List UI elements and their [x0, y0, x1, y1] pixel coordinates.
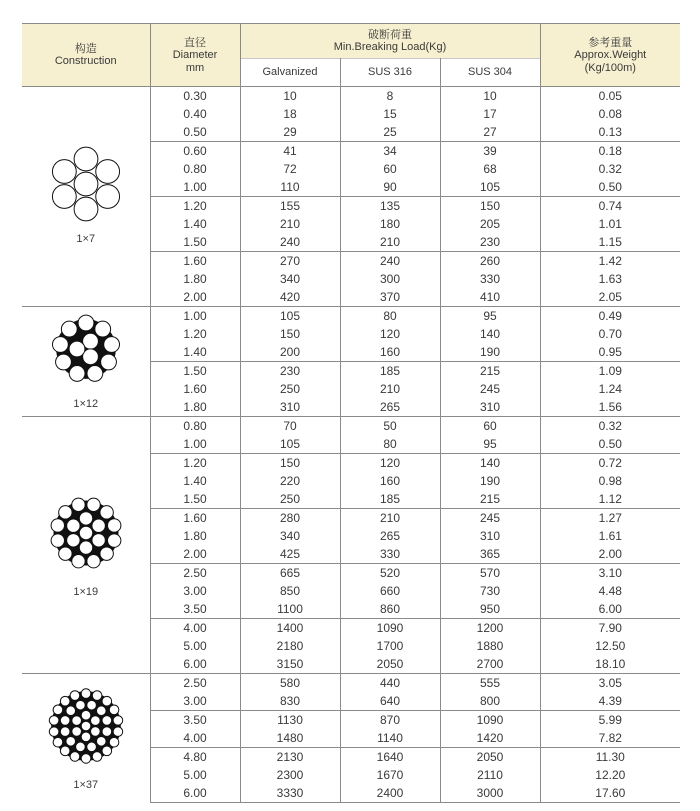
breaking-load-header-zh: 破断荷重 — [368, 28, 413, 41]
diameter-cell: 5.00 — [150, 637, 240, 655]
weight-cell: 1.27 — [540, 509, 680, 528]
sus316-load-cell: 210 — [340, 509, 440, 528]
galvanized-load-cell: 2130 — [240, 748, 340, 767]
diameter-cell: 1.50 — [150, 362, 240, 381]
galvanized-load-cell: 1400 — [240, 619, 340, 638]
rope-1x37-icon — [22, 683, 150, 774]
galvanized-load-cell: 1100 — [240, 600, 340, 619]
sus304-load-cell: 310 — [440, 527, 540, 545]
weight-cell: 3.10 — [540, 564, 680, 583]
galvanized-load-cell: 2180 — [240, 637, 340, 655]
construction-cell — [22, 87, 150, 307]
weight-cell: 0.32 — [540, 417, 680, 436]
construction-label: 1×12 — [73, 398, 99, 410]
galvanized-load-cell: 10 — [240, 87, 340, 106]
galvanized-load-cell: 70 — [240, 417, 340, 436]
weight-cell: 4.39 — [598, 694, 622, 708]
galvanized-load-cell: 310 — [240, 398, 340, 417]
sus316-load-cell: 80 — [340, 435, 440, 454]
sus304-load-cell: 555 — [440, 674, 540, 693]
sus304-load-cell: 215 — [440, 490, 540, 509]
weight-cell: 12.20 — [595, 768, 626, 782]
weight-cell: 1.61 — [598, 529, 622, 543]
diameter-cell: 0.30 — [150, 87, 240, 106]
weight-cell: 18.10 — [595, 657, 626, 671]
construction-label: 1×37 — [73, 778, 99, 791]
weight-cell: 0.95 — [598, 345, 622, 359]
diameter-cell: 4.00 — [150, 729, 240, 748]
sus316-header: SUS 316 — [340, 59, 440, 87]
diameter-cell: 1.40 — [150, 343, 240, 362]
sus304-load-cell: 310 — [440, 398, 540, 417]
diameter-cell: 6.00 — [150, 784, 240, 803]
sus304-load-cell: 365 — [440, 545, 540, 564]
rope-1x7-icon — [22, 145, 150, 228]
construction-label: 1×7 — [76, 233, 96, 245]
galvanized-load-cell: 230 — [240, 362, 340, 381]
sus316-load-cell: 90 — [340, 178, 440, 197]
sus316-load-cell: 50 — [340, 417, 440, 436]
sus316-load-cell: 160 — [340, 343, 440, 362]
sus316-load-cell: 180 — [340, 215, 440, 233]
weight-cell: 1.01 — [598, 217, 622, 231]
weight-cell: 3.05 — [540, 674, 680, 693]
galvanized-load-cell: 200 — [240, 343, 340, 362]
weight-cell: 1.09 — [540, 362, 680, 381]
weight-cell: 0.08 — [598, 107, 622, 121]
sus304-load-cell: 17 — [440, 105, 540, 123]
construction-cell — [22, 674, 150, 803]
weight-cell: 11.30 — [540, 748, 680, 767]
sus316-load-cell: 160 — [340, 472, 440, 490]
sus304-load-cell: 205 — [440, 215, 540, 233]
weight-cell: 5.99 — [540, 711, 680, 730]
diameter-cell: 1.00 — [150, 307, 240, 326]
weight-cell: 1.56 — [598, 400, 622, 414]
sus304-load-cell: 190 — [440, 472, 540, 490]
weight-cell: 0.50 — [598, 437, 622, 451]
galvanized-load-cell: 280 — [240, 509, 340, 528]
galvanized-load-cell: 340 — [240, 527, 340, 545]
sus316-load-cell: 210 — [340, 380, 440, 398]
sus304-load-cell: 95 — [440, 435, 540, 454]
weight-cell: 2.00 — [598, 547, 622, 561]
sus316-load-cell: 1640 — [340, 748, 440, 767]
weight-cell: 1.24 — [598, 382, 622, 396]
table-row — [22, 417, 680, 436]
weight-cell: 6.00 — [598, 602, 622, 616]
wire-rope-spec-table — [22, 23, 680, 803]
weight-cell: 0.49 — [540, 307, 680, 326]
sus316-load-cell: 8 — [340, 87, 440, 106]
sus304-load-cell: 140 — [440, 325, 540, 343]
weight-cell: 12.50 — [595, 639, 626, 653]
sus304-load-cell: 730 — [440, 582, 540, 600]
breaking-load-header — [240, 24, 540, 59]
diameter-cell: 1.60 — [150, 252, 240, 271]
sus304-load-cell: 800 — [440, 692, 540, 711]
sus304-load-cell: 39 — [440, 142, 540, 161]
sus316-load-cell: 1670 — [340, 766, 440, 784]
sus316-load-cell: 185 — [340, 362, 440, 381]
weight-header-zh: 参考重量 — [588, 35, 633, 49]
galvanized-load-cell: 250 — [240, 490, 340, 509]
table-row — [22, 87, 680, 106]
weight-cell: 17.60 — [540, 784, 680, 803]
diameter-cell: 0.80 — [150, 417, 240, 436]
sus304-load-cell: 260 — [440, 252, 540, 271]
weight-cell: 1.42 — [540, 252, 680, 271]
weight-cell: 0.72 — [540, 454, 680, 473]
diameter-cell: 1.60 — [150, 380, 240, 398]
galvanized-load-cell: 580 — [240, 674, 340, 693]
weight-cell: 7.82 — [598, 731, 622, 745]
sus304-load-cell: 410 — [440, 288, 540, 307]
sus316-load-cell: 210 — [340, 233, 440, 252]
sus304-load-cell: 2700 — [440, 655, 540, 674]
sus316-load-cell: 1700 — [340, 637, 440, 655]
sus316-load-cell: 60 — [340, 160, 440, 178]
sus316-load-cell: 185 — [340, 490, 440, 509]
diameter-header-zh: 直径 — [184, 35, 206, 49]
sus304-load-cell: 27 — [440, 123, 540, 142]
diameter-cell: 0.40 — [150, 105, 240, 123]
sus316-load-cell: 120 — [340, 325, 440, 343]
sus304-load-cell: 570 — [440, 564, 540, 583]
galvanized-load-cell: 270 — [240, 252, 340, 271]
diameter-header-unit: mm — [185, 61, 205, 74]
galvanized-load-cell: 340 — [240, 270, 340, 288]
diameter-cell: 1.40 — [150, 215, 240, 233]
diameter-cell: 1.20 — [150, 454, 240, 473]
sus304-load-cell: 68 — [440, 160, 540, 178]
diameter-cell: 4.80 — [150, 748, 240, 767]
diameter-header-en: Diameter — [172, 48, 218, 61]
galvanized-load-cell: 3150 — [240, 655, 340, 674]
diameter-cell: 1.00 — [150, 178, 240, 197]
sus304-header: SUS 304 — [440, 59, 540, 87]
breaking-load-header-en: Min.Breaking Load(Kg) — [333, 41, 447, 53]
sus316-load-cell: 265 — [340, 398, 440, 417]
sus316-load-cell: 15 — [340, 105, 440, 123]
sus316-load-cell: 25 — [340, 123, 440, 142]
construction-header — [22, 24, 150, 87]
sus304-load-cell: 215 — [440, 362, 540, 381]
construction-cell — [22, 307, 150, 417]
sus304-load-cell: 10 — [440, 87, 540, 106]
sus316-load-cell: 240 — [340, 252, 440, 271]
diameter-cell: 1.20 — [150, 197, 240, 216]
sus316-load-cell: 120 — [340, 454, 440, 473]
diameter-cell: 3.00 — [150, 582, 240, 600]
sus304-load-cell: 330 — [440, 270, 540, 288]
galvanized-load-cell: 150 — [240, 454, 340, 473]
diameter-cell: 6.00 — [150, 655, 240, 674]
diameter-cell: 0.80 — [150, 160, 240, 178]
weight-cell: 2.05 — [598, 290, 622, 304]
sus316-load-cell: 80 — [340, 307, 440, 326]
weight-cell: 1.12 — [598, 492, 622, 506]
diameter-cell: 2.00 — [150, 288, 240, 307]
diameter-cell: 4.00 — [150, 619, 240, 638]
wire-rope-spec-table-container — [22, 23, 680, 800]
diameter-cell: 5.00 — [150, 766, 240, 784]
diameter-cell: 1.40 — [150, 472, 240, 490]
sus304-load-cell: 245 — [440, 380, 540, 398]
diameter-header — [150, 24, 240, 87]
construction-cell — [22, 417, 150, 674]
galvanized-load-cell: 150 — [240, 325, 340, 343]
sus304-load-cell: 1090 — [440, 711, 540, 730]
weight-cell: 7.90 — [540, 619, 680, 638]
sus304-load-cell: 950 — [440, 600, 540, 619]
table-header — [22, 24, 680, 87]
sus316-load-cell: 34 — [340, 142, 440, 161]
galvanized-header: Galvanized — [240, 59, 340, 87]
galvanized-load-cell: 1480 — [240, 729, 340, 748]
weight-cell: 0.05 — [540, 87, 680, 106]
sus316-load-cell: 1140 — [340, 729, 440, 748]
sus316-load-cell: 640 — [340, 692, 440, 711]
table-row — [22, 674, 680, 693]
galvanized-load-cell: 425 — [240, 545, 340, 564]
sus304-load-cell: 1200 — [440, 619, 540, 638]
galvanized-load-cell: 240 — [240, 233, 340, 252]
galvanized-load-cell: 3330 — [240, 784, 340, 803]
weight-cell: 0.74 — [540, 197, 680, 216]
sus304-load-cell: 2050 — [440, 748, 540, 767]
sus304-load-cell: 150 — [440, 197, 540, 216]
galvanized-load-cell: 105 — [240, 307, 340, 326]
diameter-cell: 1.60 — [150, 509, 240, 528]
diameter-cell: 2.50 — [150, 564, 240, 583]
diameter-cell: 2.00 — [150, 545, 240, 564]
construction-label: 1×19 — [73, 585, 99, 598]
diameter-cell: 1.20 — [150, 325, 240, 343]
weight-cell: 0.50 — [598, 180, 622, 194]
sus316-load-cell: 870 — [340, 711, 440, 730]
diameter-cell: 0.60 — [150, 142, 240, 161]
diameter-cell: 3.50 — [150, 600, 240, 619]
sus316-load-cell: 2400 — [340, 784, 440, 803]
weight-cell: 1.63 — [598, 272, 622, 286]
galvanized-load-cell: 830 — [240, 692, 340, 711]
sus304-load-cell: 3000 — [440, 784, 540, 803]
sus316-load-cell: 265 — [340, 527, 440, 545]
weight-header-en: Approx.Weight — [574, 48, 647, 61]
weight-cell: 1.15 — [598, 235, 622, 249]
sus304-load-cell: 245 — [440, 509, 540, 528]
galvanized-load-cell: 420 — [240, 288, 340, 307]
weight-cell: 4.48 — [598, 584, 622, 598]
weight-cell: 0.32 — [598, 162, 622, 176]
table-body — [22, 87, 680, 803]
construction-header-zh: 构造 — [74, 42, 97, 55]
weight-cell: 0.98 — [598, 474, 622, 488]
diameter-cell: 1.00 — [150, 435, 240, 454]
galvanized-load-cell: 850 — [240, 582, 340, 600]
sus316-load-cell: 370 — [340, 288, 440, 307]
sus316-load-cell: 660 — [340, 582, 440, 600]
galvanized-load-cell: 665 — [240, 564, 340, 583]
diameter-cell: 1.50 — [150, 490, 240, 509]
diameter-cell: 0.50 — [150, 123, 240, 142]
sus316-load-cell: 330 — [340, 545, 440, 564]
galvanized-load-cell: 110 — [240, 178, 340, 197]
diameter-cell: 1.50 — [150, 233, 240, 252]
diameter-cell: 3.00 — [150, 692, 240, 711]
weight-cell: 0.13 — [598, 125, 622, 139]
rope-1x19-icon — [22, 490, 150, 581]
sus316-load-cell: 440 — [340, 674, 440, 693]
galvanized-load-cell: 105 — [240, 435, 340, 454]
sus316-load-cell: 2050 — [340, 655, 440, 674]
rope-1x12-icon — [22, 310, 150, 393]
weight-cell: 0.18 — [540, 142, 680, 161]
weight-header-unit: (Kg/100m) — [584, 61, 636, 74]
diameter-cell: 1.80 — [150, 398, 240, 417]
diameter-cell: 3.50 — [150, 711, 240, 730]
sus316-load-cell: 860 — [340, 600, 440, 619]
sus304-load-cell: 140 — [440, 454, 540, 473]
sus304-load-cell: 95 — [440, 307, 540, 326]
sus304-load-cell: 1420 — [440, 729, 540, 748]
sus316-load-cell: 520 — [340, 564, 440, 583]
galvanized-load-cell: 72 — [240, 160, 340, 178]
weight-header — [540, 24, 680, 87]
galvanized-load-cell: 41 — [240, 142, 340, 161]
sus304-load-cell: 2110 — [440, 766, 540, 784]
galvanized-load-cell: 220 — [240, 472, 340, 490]
diameter-cell: 2.50 — [150, 674, 240, 693]
table-row — [22, 307, 680, 326]
galvanized-load-cell: 2300 — [240, 766, 340, 784]
galvanized-load-cell: 250 — [240, 380, 340, 398]
galvanized-load-cell: 18 — [240, 105, 340, 123]
galvanized-load-cell: 210 — [240, 215, 340, 233]
sus304-load-cell: 60 — [440, 417, 540, 436]
galvanized-load-cell: 1130 — [240, 711, 340, 730]
sus304-load-cell: 1880 — [440, 637, 540, 655]
diameter-cell: 1.80 — [150, 270, 240, 288]
galvanized-load-cell: 29 — [240, 123, 340, 142]
sus304-load-cell: 105 — [440, 178, 540, 197]
sus316-load-cell: 1090 — [340, 619, 440, 638]
sus316-load-cell: 135 — [340, 197, 440, 216]
construction-header-en: Construction — [54, 55, 117, 67]
galvanized-load-cell: 155 — [240, 197, 340, 216]
sus304-load-cell: 190 — [440, 343, 540, 362]
sus316-load-cell: 300 — [340, 270, 440, 288]
weight-cell: 0.70 — [598, 327, 622, 341]
sus304-load-cell: 230 — [440, 233, 540, 252]
diameter-cell: 1.80 — [150, 527, 240, 545]
